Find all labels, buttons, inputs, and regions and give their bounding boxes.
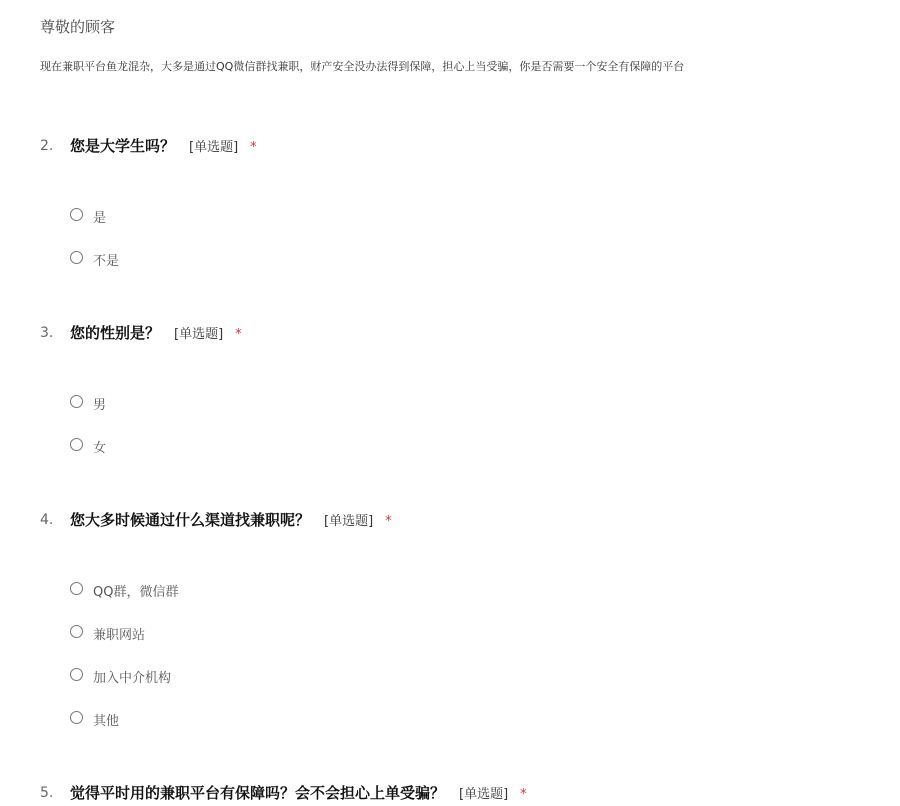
- radio-button[interactable]: [70, 438, 83, 451]
- question-type-label: [单选题]: [189, 140, 239, 155]
- survey-intro-text: 现在兼职平台鱼龙混杂，大多是通过QQ微信群找兼职，财产安全没办法得到保障，担心上当受骗，你是否需要一个安全有保障的平台: [40, 60, 685, 73]
- radio-button[interactable]: [70, 251, 83, 264]
- question-title: [70, 322, 242, 343]
- question-type-label: [单选题]: [324, 514, 374, 529]
- question-type-label: [单选题]: [459, 787, 509, 802]
- question-title: [70, 135, 257, 156]
- option-label: 加入中介机构: [93, 671, 172, 686]
- option-label: 不是: [93, 254, 120, 269]
- radio-button[interactable]: [70, 582, 83, 595]
- option-label: 是: [93, 211, 107, 226]
- question-text: 觉得平时用的兼职平台有保障吗？会不会担心上单受骗？: [70, 784, 446, 802]
- option-label: QQ群，微信群: [93, 585, 179, 600]
- option-label: 兼职网站: [93, 628, 146, 643]
- radio-button[interactable]: [70, 395, 83, 408]
- question-number: 4.: [40, 512, 54, 528]
- greeting-heading: 尊敬的顾客: [40, 18, 116, 36]
- required-marker: *: [520, 787, 527, 802]
- question-5: [40, 782, 880, 806]
- option-label: 女: [93, 441, 107, 456]
- required-marker: *: [250, 140, 257, 155]
- required-marker: *: [235, 327, 242, 342]
- option-label: 其他: [93, 714, 120, 729]
- radio-button[interactable]: [70, 625, 83, 638]
- question-number: 2.: [40, 138, 54, 154]
- radio-button[interactable]: [70, 208, 83, 221]
- question-number: 3.: [40, 325, 54, 341]
- question-title: [70, 509, 392, 530]
- question-text: 您的性别是？: [70, 324, 161, 342]
- question-title-row: [40, 782, 880, 806]
- question-4: [40, 509, 880, 729]
- radio-button[interactable]: [70, 711, 83, 724]
- option-label: 男: [93, 398, 107, 413]
- required-marker: *: [385, 514, 392, 529]
- question-title-row: [40, 509, 880, 533]
- question-2: [40, 135, 880, 269]
- question-3: [40, 322, 880, 456]
- question-text: 您大多时候通过什么渠道找兼职呢？: [70, 511, 311, 529]
- radio-button[interactable]: [70, 668, 83, 681]
- question-number: 5.: [40, 785, 54, 801]
- question-title-row: [40, 135, 880, 159]
- question-type-label: [单选题]: [174, 327, 224, 342]
- question-text: 您是大学生吗？: [70, 137, 176, 155]
- question-title-row: [40, 322, 880, 346]
